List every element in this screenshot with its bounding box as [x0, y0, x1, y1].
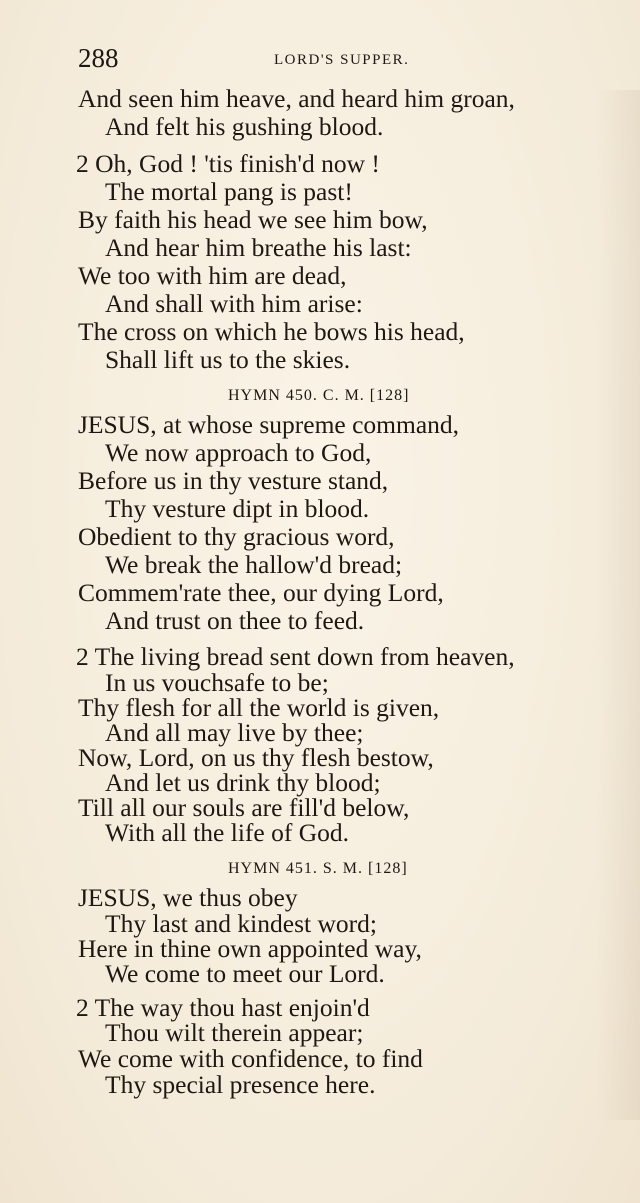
verse-line: Thy flesh for all the world is given, — [78, 693, 440, 722]
verse-line: And seen him heave, and heard him groan, — [78, 84, 515, 113]
verse-line: Commem'rate thee, our dying Lord, — [78, 578, 444, 607]
verse-line: And hear him breathe his last: — [105, 233, 412, 262]
verse-line: Thy special presence here. — [105, 1070, 376, 1099]
page-number: 288 — [78, 43, 119, 73]
verse-line: In us vouchsafe to be; — [105, 668, 329, 697]
verse-line: Now, Lord, on us thy flesh bestow, — [78, 743, 434, 772]
verse-line: JESUS, we thus obey — [78, 883, 298, 912]
verse-line: The cross on which he bows his head, — [78, 317, 465, 346]
verse-line: And trust on thee to feed. — [105, 606, 365, 635]
verse-line: The mortal pang is past! — [105, 177, 353, 206]
verse-line: We too with him are dead, — [78, 261, 347, 290]
verse-line: By faith his head we see him bow, — [78, 205, 428, 234]
verse-line: 2 Oh, God ! 'tis finish'd now ! — [76, 149, 380, 178]
facing-page-bleed — [596, 90, 640, 1120]
running-head: LORD'S SUPPER. — [274, 52, 410, 68]
verse-line: Here in thine own appointed way, — [78, 934, 422, 963]
verse-line: Shall lift us to the skies. — [105, 345, 351, 374]
hymn-heading: HYMN 450. C. M. [128] — [228, 387, 410, 404]
verse-line: 2 The living bread sent down from heaven, — [76, 642, 515, 671]
verse-line: We come with confidence, to find — [78, 1044, 423, 1073]
verse-line: And let us drink thy blood; — [105, 768, 381, 797]
verse-line: Thy vesture dipt in blood. — [105, 494, 370, 523]
verse-line: JESUS, at whose supreme command, — [78, 410, 460, 439]
verse-line: Thou wilt therein appear; — [105, 1018, 364, 1047]
verse-line: And felt his gushing blood. — [105, 112, 384, 141]
verse-line: Obedient to thy gracious word, — [78, 522, 395, 551]
verse-line: We break the hallow'd bread; — [105, 550, 403, 579]
page-header — [78, 42, 438, 74]
verse-line: And shall with him arise: — [105, 289, 363, 318]
verse-line: We come to meet our Lord. — [105, 959, 385, 988]
verse-line: And all may live by thee; — [105, 718, 364, 747]
verse-line: 2 The way thou hast enjoin'd — [76, 993, 370, 1022]
verse-line: Before us in thy vesture stand, — [78, 466, 389, 495]
verse-line: We now approach to God, — [105, 438, 372, 467]
hymn-heading: HYMN 451. S. M. [128] — [228, 860, 408, 877]
verse-line: Till all our souls are fill'd below, — [78, 793, 410, 822]
verse-line: With all the life of God. — [105, 818, 349, 847]
verse-line: Thy last and kindest word; — [105, 909, 377, 938]
